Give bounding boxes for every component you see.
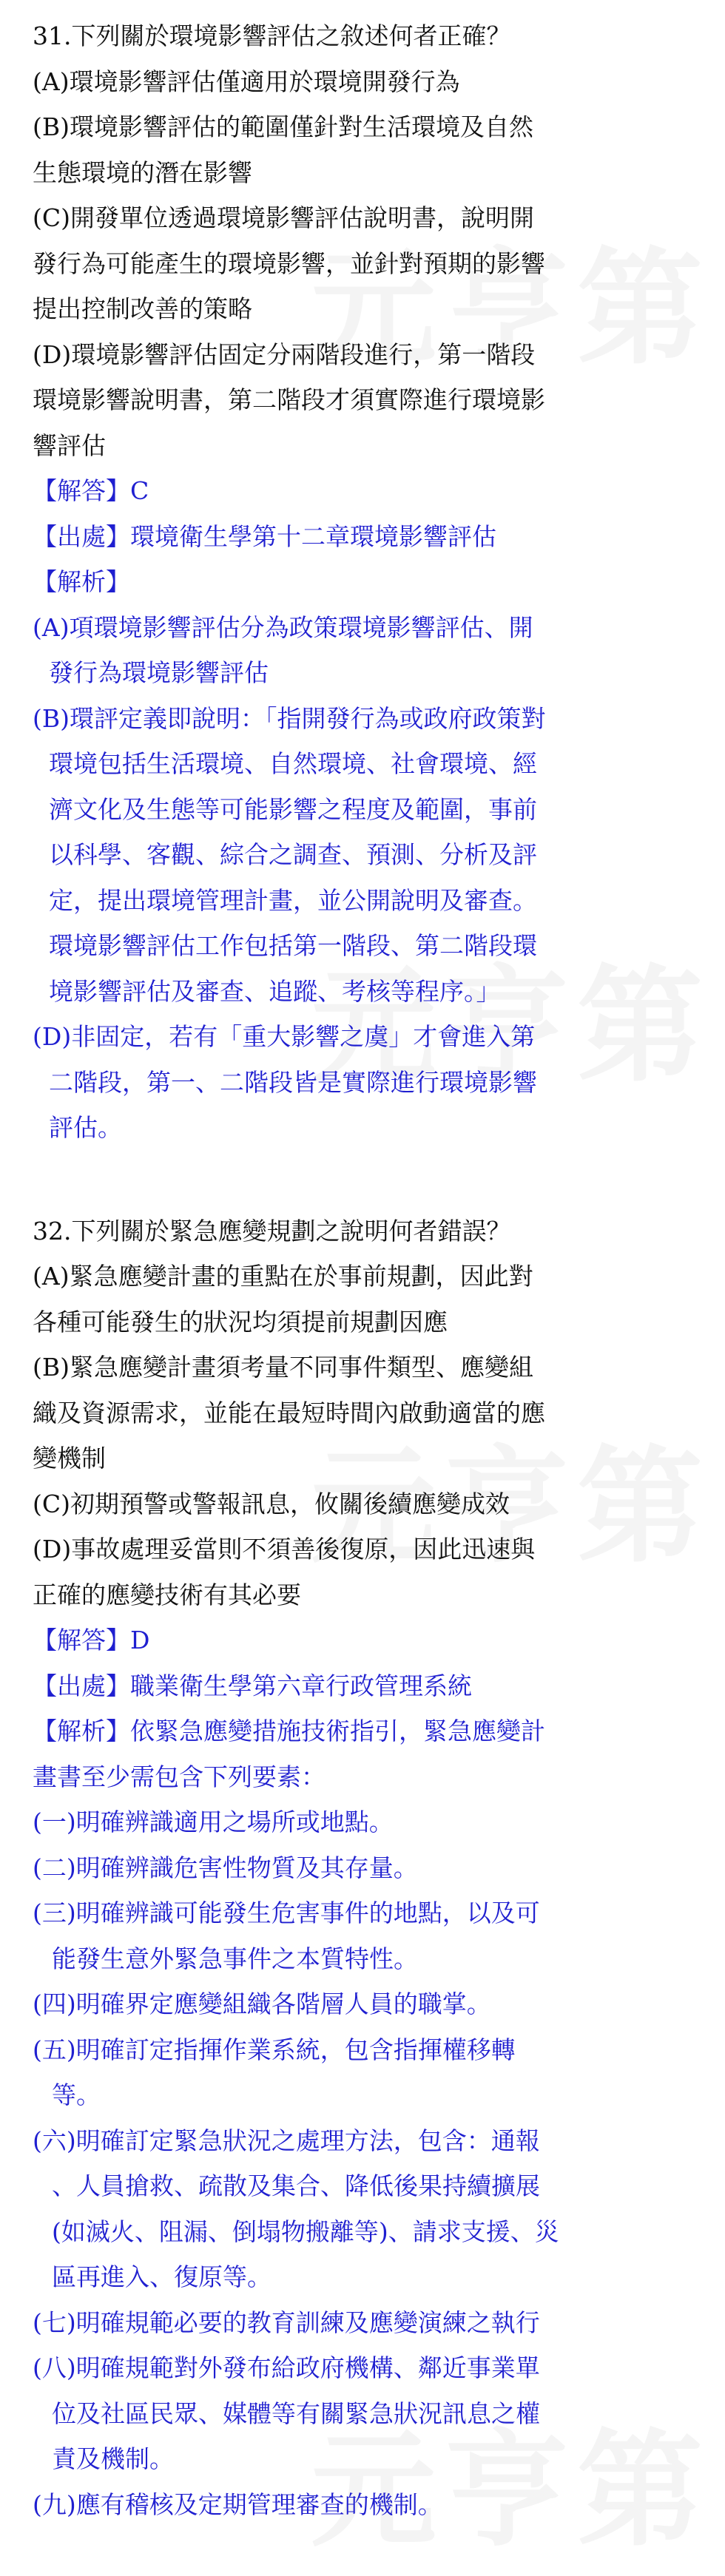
analysis-line: (五)明確訂定指揮作業系統，包含指揮權移轉 bbox=[33, 2035, 516, 2064]
analysis-item-9 bbox=[33, 2482, 703, 2528]
source: 【出處】職業衛生學第六章行政管理系統 bbox=[33, 1671, 472, 1700]
analysis-line: (七)明確規範必要的教育訓練及應變演練之執行 bbox=[33, 2308, 540, 2337]
analysis-line: (三)明確辨識可能發生危害事件的地點，以及可 bbox=[33, 1899, 540, 1927]
question-stem: 32.下列關於緊急應變規劃之說明何者錯誤？ bbox=[33, 1216, 511, 1245]
analysis-line: 環境包括生活環境、自然環境、社會環境、經 bbox=[49, 749, 537, 778]
option-line: (B)環境影響評估的範圍僅針對生活環境及自然 bbox=[33, 112, 533, 141]
analysis-item-6 bbox=[33, 2118, 703, 2300]
option-line: (D)事故處理妥當則不須善後復原，因此迅速與 bbox=[33, 1535, 536, 1563]
analysis-line: (二)明確辨識危害性物質及其存量。 bbox=[33, 1853, 418, 1882]
analysis-line: (九)應有稽核及定期管理審查的機制。 bbox=[33, 2489, 442, 2519]
question-31 bbox=[33, 13, 703, 1151]
option-line: (D)環境影響評估固定分兩階段進行，第一階段 bbox=[33, 339, 536, 369]
option-line: (A)環境影響評估僅適用於環境開發行為 bbox=[33, 67, 460, 96]
analysis-line: 濟文化及生態等可能影響之程度及範圍，事前 bbox=[49, 794, 537, 824]
analysis-line: 以科學、客觀、綜合之調查、預測、分析及評 bbox=[49, 840, 537, 869]
analysis-line: (六)明確訂定緊急狀況之處理方法，包含：通報 bbox=[33, 2126, 540, 2155]
analysis-line: 位及社區民眾、媒體等有關緊急狀況訊息之權 bbox=[52, 2398, 540, 2428]
analysis-line: (一)明確辨識適用之場所或地點。 bbox=[33, 1808, 394, 1836]
analysis-item-1 bbox=[33, 1799, 703, 1845]
question-32 bbox=[33, 1208, 703, 2528]
option-d bbox=[33, 1527, 703, 1617]
analysis-line: (B)環評定義即說明：「指開發行為或政府政策對 bbox=[33, 703, 546, 733]
analysis-item-a bbox=[33, 605, 703, 696]
analysis-line: (如滅火、阻漏、倒塌物搬離等)、請求支援、災 bbox=[52, 2217, 559, 2246]
analysis-line: (A)項環境影響評估分為政策環境影響評估、開 bbox=[33, 612, 533, 642]
analysis-line: 等。 bbox=[52, 2080, 101, 2109]
analysis-item-4 bbox=[33, 1981, 703, 2027]
analysis-heading: 【解析】 bbox=[33, 567, 130, 596]
analysis-item-d bbox=[33, 1014, 703, 1151]
option-c bbox=[33, 195, 703, 332]
option-line: (A)緊急應變計畫的重點在於事前規劃，因此對 bbox=[33, 1262, 533, 1291]
option-a bbox=[33, 59, 703, 105]
option-line: 生態環境的潛在影響 bbox=[33, 158, 252, 187]
option-a bbox=[33, 1254, 703, 1345]
option-line: 響評估 bbox=[33, 430, 106, 460]
analysis-line: 發行為環境影響評估 bbox=[49, 658, 269, 687]
question-stem: 31.下列關於環境影響評估之敘述何者正確？ bbox=[33, 21, 511, 50]
analysis-item-b bbox=[33, 696, 703, 1015]
option-line: (B)緊急應變計畫須考量不同事件類型、應變組 bbox=[33, 1353, 533, 1382]
answer: 【解答】C bbox=[33, 476, 149, 505]
analysis-item-8 bbox=[33, 2345, 703, 2482]
analysis-line: 責及機制。 bbox=[52, 2444, 174, 2473]
analysis-line: 、人員搶救、疏散及集合、降低後果持續擴展 bbox=[52, 2171, 540, 2200]
analysis-line: (八)明確規範對外發布給政府機構、鄰近事業單 bbox=[33, 2353, 540, 2382]
analysis-item-7 bbox=[33, 2300, 703, 2346]
analysis-line: 評估。 bbox=[49, 1113, 122, 1142]
option-b bbox=[33, 104, 703, 195]
option-line: 提出控制改善的策略 bbox=[33, 294, 252, 323]
option-line: 織及資源需求，並能在最短時間內啟動適當的應 bbox=[33, 1398, 545, 1427]
option-line: 各種可能發生的狀況均須提前規劃因應 bbox=[33, 1307, 448, 1336]
analysis-line: (D)非固定，若有「重大影響之虞」才會進入第 bbox=[33, 1022, 536, 1051]
analysis-line: 區再進入、復原等。 bbox=[52, 2262, 272, 2291]
analysis-line: 境影響評估及審查、追蹤、考核等程序。」 bbox=[49, 976, 501, 1006]
answer: 【解答】D bbox=[33, 1626, 150, 1654]
analysis-item-3 bbox=[33, 1890, 703, 1981]
option-c bbox=[33, 1481, 703, 1527]
analysis-item-2 bbox=[33, 1845, 703, 1891]
analysis-heading: 【解析】依緊急應變措施技術指引，緊急應變計 bbox=[33, 1717, 545, 1745]
analysis-heading-cont: 畫書至少需包含下列要素： bbox=[33, 1762, 326, 1791]
option-line: (C)初期預警或警報訊息，攸關後續應變成效 bbox=[33, 1489, 510, 1518]
analysis-line: 能發生意外緊急事件之本質特性。 bbox=[52, 1944, 418, 1973]
option-line: 環境影響說明書，第二階段才須實際進行環境影 bbox=[33, 385, 545, 414]
option-line: (C)開發單位透過環境影響評估說明書，說明開 bbox=[33, 203, 534, 232]
analysis-line: (四)明確界定應變組織各階層人員的職掌。 bbox=[33, 1990, 491, 2018]
option-line: 正確的應變技術有其必要 bbox=[33, 1580, 301, 1609]
option-b bbox=[33, 1345, 703, 1481]
option-line: 變機制 bbox=[33, 1444, 106, 1473]
analysis-line: 環境影響評估工作包括第一階段、第二階段環 bbox=[49, 931, 537, 960]
analysis-line: 二階段，第一、二階段皆是實際進行環境影響 bbox=[49, 1067, 537, 1097]
analysis-item-5 bbox=[33, 2027, 703, 2118]
option-line: 發行為可能產生的環境影響，並針對預期的影響 bbox=[33, 249, 545, 278]
option-d bbox=[33, 332, 703, 469]
analysis-line: 定，提出環境管理計畫，並公開說明及審查。 bbox=[49, 885, 537, 915]
source: 【出處】環境衛生學第十二章環境影響評估 bbox=[33, 521, 496, 551]
